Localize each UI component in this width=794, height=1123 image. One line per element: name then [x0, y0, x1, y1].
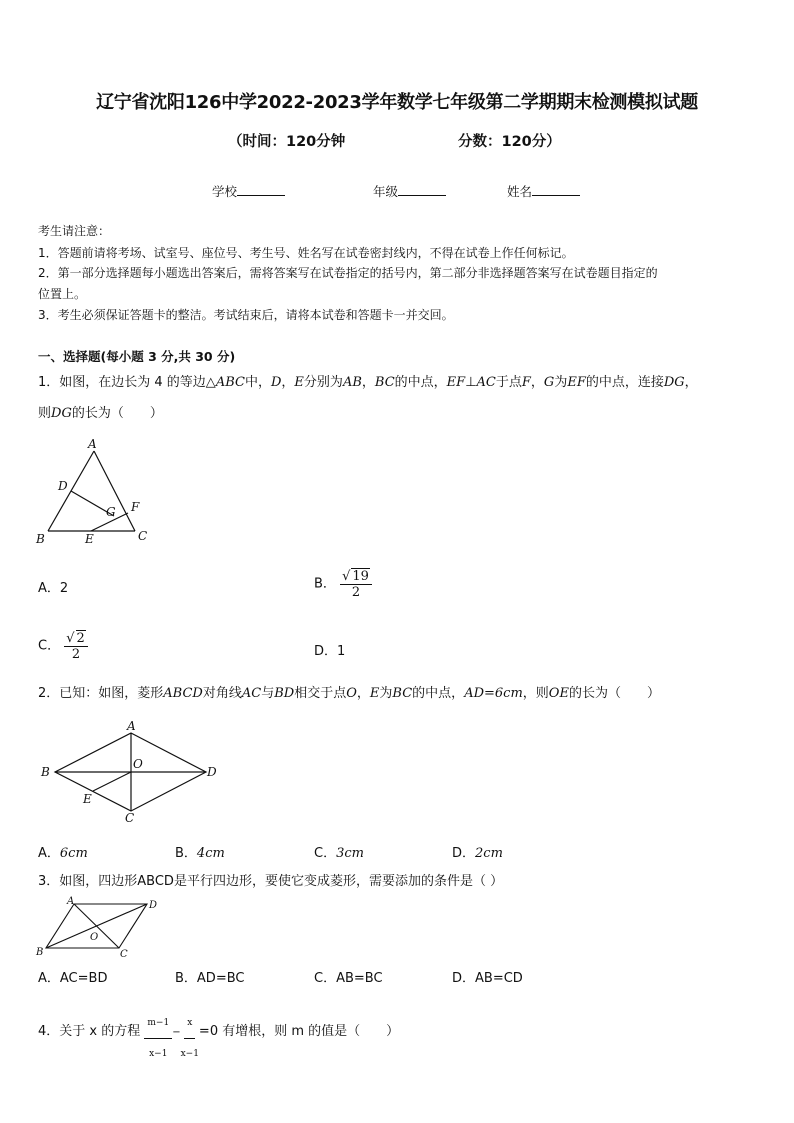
radicand: 2 [76, 631, 85, 646]
q1-text: ， [361, 375, 375, 390]
q1-math: BC [374, 375, 395, 390]
q2-math: OE [548, 686, 569, 701]
q2-text: 的中点， [412, 686, 465, 701]
school-field [212, 182, 285, 200]
option-letter: B． [175, 846, 197, 861]
label-d: D [149, 900, 158, 911]
fraction [144, 1008, 172, 1069]
exam-score: 分数：120分） [458, 134, 561, 150]
q1-option-a[interactable]: A．2 [38, 581, 69, 596]
question-3-text: 3．如图，四边形ABCD是平行四边形，要使它变成菱形，需要添加的条件是（ ） [38, 874, 504, 889]
q2-math: BD [274, 686, 295, 701]
fraction: $\frac{√ 19}{2}$ [340, 568, 372, 600]
q1-text: 1．如图，在边长为 4 的等边△ [38, 375, 216, 390]
fraction [181, 1008, 199, 1069]
denominator: 2 [71, 647, 81, 662]
label-d: D [58, 479, 68, 493]
grade-label: 年级 [373, 184, 399, 199]
q2-option-c[interactable] [314, 842, 364, 861]
q1-text: 为 [554, 375, 568, 390]
q2-math: BC [392, 686, 413, 701]
page-title: 辽宁省沈阳126中学2022-2023学年数学七年级第二学期期末检测模拟试题 [96, 92, 698, 113]
label-o: O [133, 757, 143, 771]
q2-text: ，则 [522, 686, 549, 701]
label-b: B [36, 532, 45, 546]
school-blank[interactable] [237, 184, 285, 196]
numerator: m−1 [144, 1008, 172, 1039]
denominator: x−1 [149, 1049, 168, 1059]
q1-option-b[interactable] [314, 568, 372, 600]
q2-text: ， [356, 686, 370, 701]
q3-option-c[interactable]: C．AB=BC [314, 971, 383, 986]
q1-math: D [270, 375, 282, 390]
numerator: x [184, 1008, 195, 1039]
q1-option-d[interactable]: D．1 [314, 644, 346, 659]
segment-oe [93, 772, 131, 791]
denominator: x−1 [180, 1049, 199, 1059]
q1-text: 中， [244, 375, 271, 390]
q2-rhombus-figure [36, 718, 226, 826]
question-1-text-line2 [38, 399, 762, 429]
q1-math: EF [567, 375, 586, 390]
label-g: G [106, 505, 116, 519]
q1-math: DG [663, 375, 685, 390]
question-2-text [38, 679, 762, 709]
name-field [507, 182, 580, 200]
question-1-text [38, 368, 762, 398]
label-b: B [36, 947, 44, 958]
notice-item-1: 1．答题前请将考场、试室号、座位号、考生号、姓名写在试卷密封线内，不得在试卷上作任何标记。 [38, 246, 574, 260]
q1-option-c[interactable] [38, 630, 88, 662]
q1-text: ， [684, 375, 698, 390]
option-value: 2cm [475, 846, 503, 861]
notice-item-3: 3．考生必须保证答题卡的整洁。考试结束后，请将本试卷和答题卡一并交回。 [38, 308, 454, 322]
section-heading: 一、选择题(每小题 3 分,共 30 分) [38, 349, 236, 364]
denominator: 2 [351, 585, 361, 600]
label-a: A [88, 437, 97, 451]
notice-item-2: 2．第一部分选择题每小题选出答案后，需将答案写在试卷指定的括号内，第二部分非选择题答案写在试卷题目指定的 [38, 266, 658, 280]
q1-math: EF [446, 375, 466, 390]
label-b: B [41, 765, 50, 779]
q2-math: ABCD [163, 686, 203, 701]
q4-text: 4．关于 x 的方程 [38, 1024, 141, 1039]
q1-text: 的长为（ ） [71, 406, 163, 421]
q1-text: 则 [38, 406, 52, 421]
q1-math: AC [476, 375, 496, 390]
option-letter: A． [38, 846, 60, 861]
q1-math: E [294, 375, 304, 390]
q1-text: ， [530, 375, 544, 390]
q1-math: DG [51, 406, 72, 421]
q2-text: 对角线 [202, 686, 242, 701]
q2-option-b[interactable] [175, 842, 225, 861]
q2-math: E [369, 686, 380, 701]
school-label: 学校 [212, 184, 238, 199]
option-letter: D． [452, 846, 476, 861]
name-label: 姓名 [507, 184, 533, 199]
q1-text: ⊥ [465, 375, 477, 390]
q1-text: 于点 [495, 375, 522, 390]
q2-text: 的长为（ ） [568, 686, 660, 701]
label-c: C [138, 529, 148, 543]
label-e: E [85, 532, 94, 546]
option-value: 4cm [196, 846, 225, 861]
label-c: C [125, 811, 135, 825]
q2-text: 为 [379, 686, 393, 701]
notice-item-2-cont: 位置上。 [38, 287, 87, 301]
label-c: C [120, 949, 128, 958]
grade-field [373, 182, 446, 200]
q3-option-d[interactable]: D．AB=CD [452, 971, 523, 986]
q2-math: AC [241, 686, 262, 701]
q1-text: ， [281, 375, 295, 390]
option-value: 3cm [336, 846, 364, 861]
exam-time: （时间：120分钟 [228, 134, 346, 150]
label-a: A [67, 896, 75, 907]
q1-math: ABC [215, 375, 245, 390]
q3-option-a[interactable]: A．AC=BD [38, 971, 108, 986]
q3-parallelogram-figure [32, 894, 162, 958]
option-letter: C． [38, 638, 61, 654]
grade-blank[interactable] [398, 184, 446, 196]
q1-text: 的中点，连接 [585, 375, 664, 390]
question-4-text [38, 994, 762, 1069]
fraction: $\frac{√ 2}{2}$ [64, 630, 88, 662]
option-value: 6cm [59, 846, 88, 861]
option-letter: B． [314, 576, 336, 592]
q2-text: 相交于点 [294, 686, 347, 701]
name-blank[interactable] [532, 184, 580, 196]
q1-math: G [543, 375, 555, 390]
label-d: D [207, 765, 217, 779]
q1-math: F [521, 375, 531, 390]
q4-text: =0 有增根，则 m 的值是（ ） [198, 1024, 400, 1039]
q2-option-d[interactable] [452, 842, 503, 861]
q1-math: AB [342, 375, 362, 390]
q2-text: 2．已知：如图，菱形 [38, 686, 164, 701]
q2-math: O [346, 686, 357, 701]
q2-math: AD=6cm [464, 686, 523, 701]
q2-text: 与 [261, 686, 275, 701]
q1-text: 分别为 [303, 375, 343, 390]
label-o: O [90, 932, 99, 943]
notice-heading: 考生请注意： [38, 224, 111, 238]
label-a: A [127, 719, 136, 733]
label-e: E [83, 792, 92, 806]
q3-option-b[interactable]: B．AD=BC [175, 971, 245, 986]
q1-triangle-figure [30, 436, 160, 548]
q1-text: 的中点， [394, 375, 447, 390]
minus-sign: − [172, 1027, 181, 1038]
q2-option-a[interactable] [38, 842, 88, 861]
option-letter: C． [314, 846, 337, 861]
label-f: F [131, 500, 140, 514]
radicand: 19 [352, 569, 369, 584]
